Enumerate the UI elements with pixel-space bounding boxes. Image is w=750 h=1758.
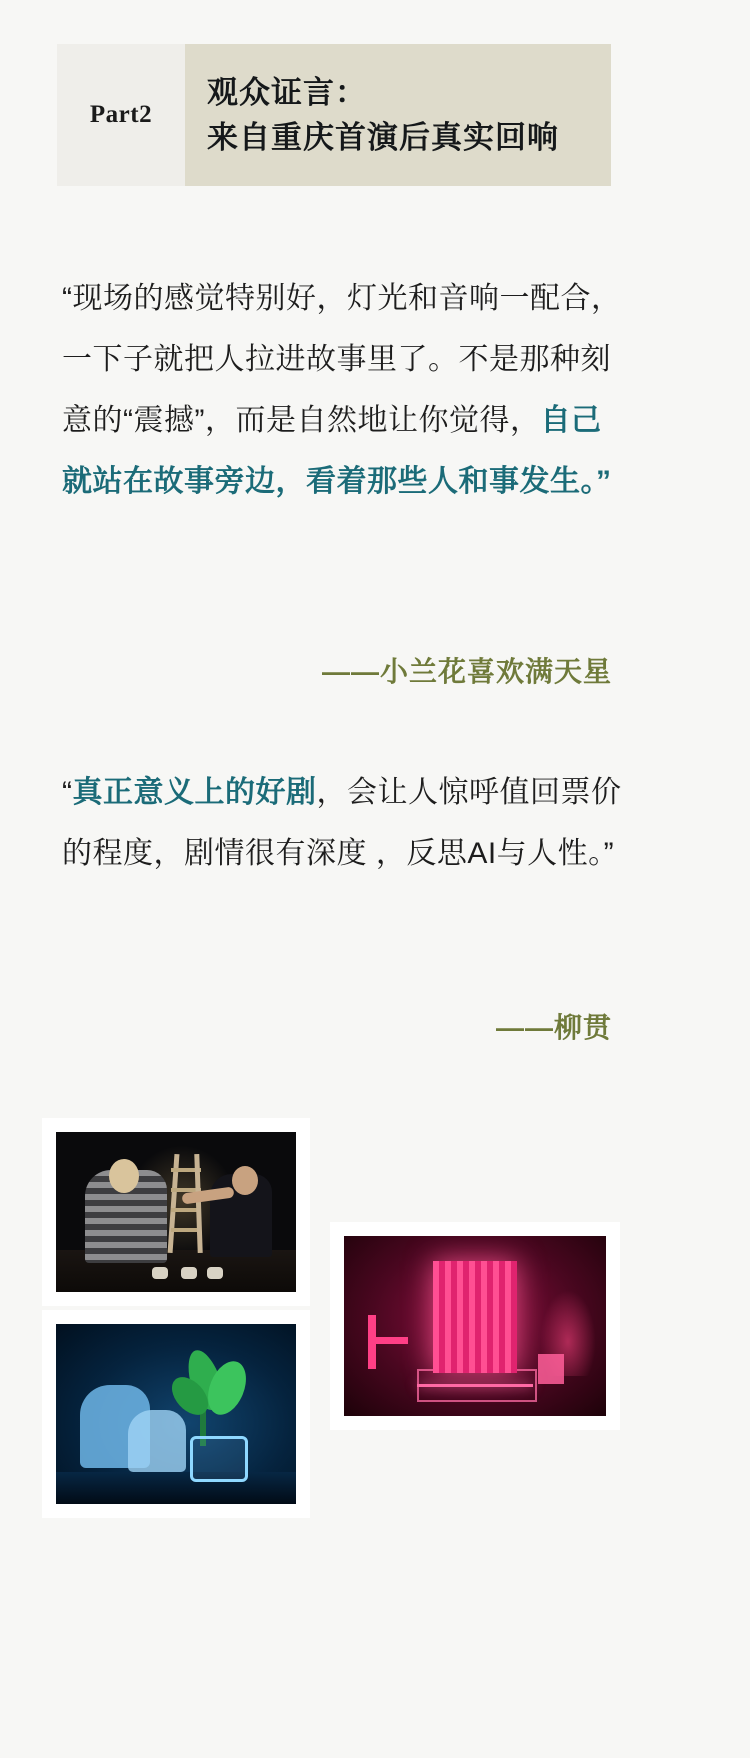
section-part-label: Part2 [89,101,153,128]
floor-prop-1 [152,1267,168,1279]
section-title-line-1: 观众证言： [207,75,367,110]
stool-prop [538,1354,564,1384]
stage-photo-blue-plant-scene [42,1310,310,1518]
testimonial-2-segment-3: ，会让人惊呼值回票价的程度，剧情很有深度 ，反思AI与人性。” [62,776,622,870]
section-part-badge [57,44,185,186]
testimonial-2 [62,762,622,884]
photo-image-blue-plant-scene [56,1324,296,1504]
performer-striped-head [109,1159,139,1193]
testimonial-2-text [62,762,622,884]
performer-kneeling [128,1410,186,1471]
performer-dark-head [232,1166,258,1195]
stage-photo-pink-curtain-scene [330,1222,620,1430]
testimonial-1-text [62,268,622,512]
ladder-prop [169,1154,203,1253]
testimonial-1-attribution: ——小兰花喜欢满天星 [321,656,612,687]
section-title-line-2: 来自重庆首演后真实回响 [207,120,559,155]
floor-prop-3 [207,1267,223,1279]
stage-photo-ladder-scene [42,1118,310,1306]
testimonial-1-segment-3: ” [596,465,612,498]
photo-image-ladder-scene [56,1132,296,1292]
testimonial-2-segment-2-highlight: 真正意义上的好剧 [72,776,317,809]
section-title-block [185,44,611,186]
photo-image-pink-curtain-scene [344,1236,606,1416]
testimonial-1-segment-2-highlight: 自己就站在故事旁边，看着那些人和事发生。 [62,404,602,498]
stage-floor [56,1472,296,1504]
testimonial-1-segment-1: “现场的感觉特别好，灯光和音响一配合，一下子就把人拉进故事里了。不是那种刻意的“震撼”，而是自然地让你觉得， [62,282,622,437]
testimonial-1 [62,268,622,512]
floor-prop-2 [181,1267,197,1279]
testimonial-2-segment-1: “ [62,776,73,809]
testimonial-2-attribution: ——柳贯 [495,1012,612,1043]
section-header [57,44,611,186]
chair-prop [368,1315,408,1369]
floor-light-line [417,1384,532,1387]
pink-curtain-prop [433,1261,517,1373]
plant-cart [190,1436,248,1482]
